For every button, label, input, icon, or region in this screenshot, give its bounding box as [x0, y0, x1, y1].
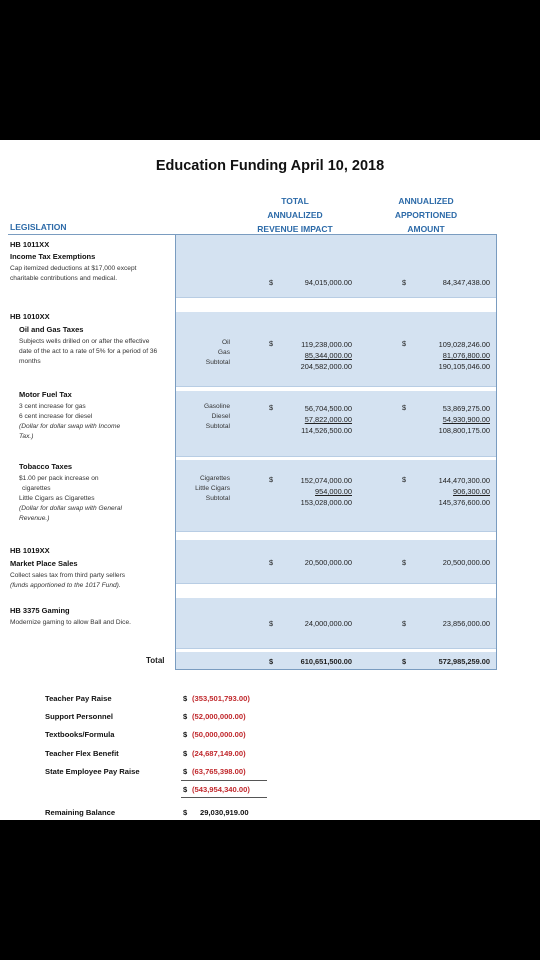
expense-amount: (50,000,000.00): [192, 730, 246, 739]
income-bill: HB 1011XX: [10, 240, 50, 249]
currency-sign: $: [183, 749, 188, 758]
oil-name: Oil and Gas Taxes: [19, 325, 84, 334]
expense-total-rule: [181, 797, 267, 798]
value: 153,028,000.00: [300, 498, 352, 507]
value: 57,822,000.00: [304, 415, 352, 424]
header-line: TOTAL: [281, 196, 309, 206]
expense-amount: (353,501,793.00): [192, 694, 250, 703]
tobacco-desc-3: Little Cigars as Cigarettes: [19, 495, 95, 502]
currency-sign: $: [402, 475, 407, 484]
market-name: Market Place Sales: [10, 559, 78, 568]
value: 108,800,175.00: [438, 426, 490, 435]
fuel-revenue: [280, 403, 352, 436]
gaming-desc: Modernize gaming to allow Ball and Dice.: [10, 619, 131, 626]
row-label: Subtotal: [205, 423, 230, 430]
gaming-bill: HB 3375 Gaming: [10, 606, 70, 615]
currency-sign: $: [269, 475, 274, 484]
expense-sum-rule: [181, 780, 267, 781]
band-divider: [175, 531, 496, 532]
expense-amount: (63,765,398.00): [192, 767, 246, 776]
row-label: Oil: [221, 339, 230, 346]
value: 114,526,500.00: [301, 426, 352, 435]
document-page: [0, 140, 540, 820]
fuel-apportioned: [412, 403, 490, 436]
gaming-apportioned: 23,856,000.00: [442, 619, 490, 628]
band-divider: [175, 648, 496, 649]
currency-sign: $: [269, 403, 274, 412]
tobacco-revenue: [280, 475, 352, 508]
table-left-rule: [175, 234, 176, 669]
income-name: Income Tax Exemptions: [10, 252, 96, 261]
currency-sign: $: [402, 403, 407, 412]
value: 81,076,800.00: [442, 351, 490, 360]
market-note: (funds apportioned to the 1017 Fund).: [10, 582, 121, 589]
income-apportioned: 84,347,438.00: [442, 278, 490, 287]
row-label: Subtotal: [205, 495, 230, 502]
row-label: Subtotal: [205, 359, 230, 366]
row-label: Gas: [217, 349, 230, 356]
value: 145,376,600.00: [438, 498, 490, 507]
row-label: Little Cigars: [195, 485, 230, 492]
oil-apportioned: [412, 339, 490, 372]
fuel-name: Motor Fuel Tax: [19, 390, 72, 399]
value: 152,074,000.00: [300, 476, 352, 485]
tobacco-desc-2: cigarettes: [22, 485, 51, 492]
market-bill: HB 1019XX: [10, 546, 50, 555]
header-line: REVENUE IMPACT: [257, 224, 333, 234]
value: 85,344,000.00: [304, 351, 352, 360]
legislation-header: LEGISLATION: [10, 222, 67, 232]
row-label: Gasoline: [203, 403, 230, 410]
currency-sign: $: [183, 694, 188, 703]
oil-desc: Subjects wells drilled on or after the effective date of the act to a rate of 5% for a period of 36 months: [19, 338, 158, 365]
remaining-amount: 29,030,919.00: [200, 808, 249, 817]
total-revenue: 610,651,500.00: [300, 657, 352, 666]
market-apportioned: 20,500,000.00: [442, 558, 490, 567]
expense-label: State Employee Pay Raise: [45, 767, 140, 776]
currency-sign: $: [183, 730, 188, 739]
value: 954,000.00: [315, 487, 352, 496]
currency-sign: $: [269, 278, 274, 287]
currency-sign: $: [183, 767, 188, 776]
market-desc: Collect sales tax from third party sellers: [10, 572, 126, 579]
value: 56,704,500.00: [304, 404, 352, 413]
header-line: ANNUALIZED: [267, 210, 323, 220]
table-right-rule: [496, 234, 497, 669]
currency-sign: $: [402, 278, 407, 287]
value: 144,470,300.00: [438, 476, 490, 485]
tobacco-labels: [175, 474, 230, 504]
band-divider: [175, 583, 496, 584]
currency-sign: $: [269, 619, 274, 628]
total-label: Total: [146, 656, 165, 665]
currency-sign: $: [269, 339, 274, 348]
expense-label: Textbooks/Formula: [45, 730, 115, 739]
tobacco-apportioned: [412, 475, 490, 508]
tobacco-note: (Dollar for dollar swap with General Revenue.): [19, 505, 122, 522]
remaining-label: Remaining Balance: [45, 808, 116, 817]
expense-amount: (52,000,000.00): [192, 712, 246, 721]
band-divider: [175, 386, 496, 387]
value: 53,869,275.00: [442, 404, 490, 413]
oil-labels: [180, 338, 230, 368]
fuel-desc-2: 6 cent increase for diesel: [19, 413, 93, 420]
tobacco-desc-1: $1.00 per pack increase on: [19, 475, 99, 482]
currency-sign: $: [402, 619, 407, 628]
row-label: Cigarettes: [199, 475, 230, 482]
band-income: [175, 235, 496, 297]
currency-sign: $: [183, 808, 188, 817]
band-divider: [175, 456, 496, 457]
value: 54,930,900.00: [442, 415, 490, 424]
currency-sign: $: [402, 657, 407, 666]
currency-sign: $: [402, 558, 407, 567]
currency-sign: $: [183, 785, 188, 794]
value: 190,105,046.00: [438, 362, 490, 371]
fuel-labels: [180, 402, 230, 432]
expense-total: (543,954,340.00): [192, 785, 250, 794]
value: 109,028,246.00: [438, 340, 490, 349]
page-title: Education Funding April 10, 2018: [155, 158, 385, 174]
currency-sign: $: [269, 657, 274, 666]
expense-label: Teacher Pay Raise: [45, 694, 112, 703]
expense-label: Teacher Flex Benefit: [45, 749, 119, 758]
header-line: APPORTIONED: [394, 210, 458, 220]
currency-sign: $: [269, 558, 274, 567]
header-line: AMOUNT: [407, 224, 445, 234]
expense-amount: (24,687,149.00): [192, 749, 246, 758]
oil-revenue: [280, 339, 352, 372]
currency-sign: $: [183, 712, 188, 721]
gaming-revenue: 24,000,000.00: [304, 619, 352, 628]
fuel-desc-1: 3 cent increase for gas: [19, 403, 86, 410]
header-line: ANNUALIZED: [398, 196, 454, 206]
oil-bill: HB 1010XX: [10, 312, 50, 321]
table-bottom-rule: [175, 669, 497, 670]
value: 906,300.00: [453, 487, 490, 496]
row-label: Diesel: [211, 413, 230, 420]
income-desc: Cap itemized deductions at $17,000 except charitable contributions and medical.: [10, 265, 137, 282]
market-revenue: 20,500,000.00: [304, 558, 352, 567]
value: 204,582,000.00: [300, 362, 352, 371]
total-apportioned: 572,985,259.00: [438, 657, 490, 666]
income-revenue: 94,015,000.00: [304, 278, 352, 287]
tobacco-name: Tobacco Taxes: [19, 462, 73, 471]
expense-label: Support Personnel: [45, 712, 113, 721]
fuel-note: (Dollar for dollar swap with Income Tax.): [19, 423, 121, 440]
revenue-column-header: [245, 194, 345, 236]
currency-sign: $: [402, 339, 407, 348]
apportioned-column-header: [376, 194, 476, 236]
band-divider: [175, 297, 496, 298]
value: 119,238,000.00: [301, 340, 352, 349]
